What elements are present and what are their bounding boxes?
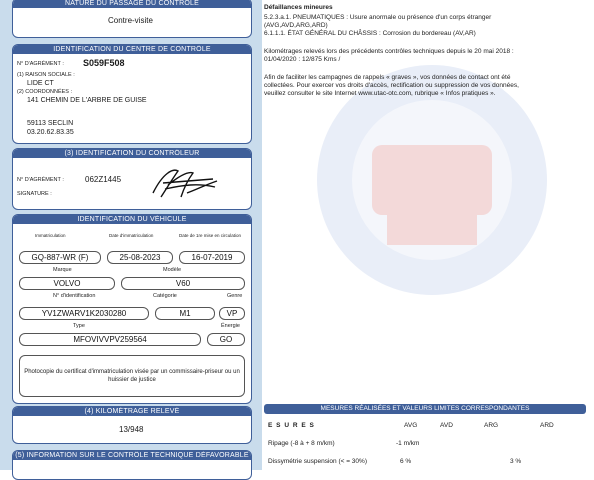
centre-raison-label: (1) RAISON SOCIALE : — [17, 72, 75, 78]
controleur-signature-label: SIGNATURE : — [17, 191, 52, 197]
type-label: Type — [73, 323, 85, 329]
col-letter: R — [292, 422, 299, 429]
controleur-agrement-value: 062Z1445 — [85, 175, 122, 184]
type-field: MFOVIVVPV259564 — [19, 333, 201, 346]
mesures-header: MESURES RÉALISÉES ET VALEURS LIMITES CORRESPONDANTES — [264, 404, 586, 414]
km-history-line-2: 01/04/2020 : 12/875 Kms / — [264, 56, 341, 63]
watermark-logo — [282, 50, 582, 310]
modele-field: V60 — [121, 277, 245, 290]
controleur-header: (3) IDENTIFICATION DU CONTRÔLEUR — [13, 149, 251, 158]
immat-field: GQ-887-WR (F) — [19, 251, 101, 264]
centre-box — [12, 44, 252, 144]
info-line-3: veuillez consulter le site Internet www.utac-otc.com, rubrique « Infos pratiques ». — [264, 90, 496, 97]
vehicule-box — [12, 214, 252, 404]
info-box — [12, 450, 252, 480]
date-first-field: 16-07-2019 — [179, 251, 245, 264]
col-letter: S — [276, 422, 282, 429]
nature-box — [12, 0, 252, 38]
nature-header: NATURE DU PASSAGE DU CONTRÔLE — [13, 0, 251, 8]
date-immat-field: 25-08-2023 — [107, 251, 173, 264]
km-box — [12, 406, 252, 444]
col-letter: E — [268, 422, 274, 429]
marque-field: VOLVO — [19, 277, 115, 290]
centre-phone: 03.20.62.83.35 — [27, 129, 74, 136]
photocopie-box — [19, 355, 245, 397]
dissymetrie-value-ar: 3 % — [510, 458, 522, 465]
signature-image — [143, 163, 223, 203]
centre-agrement-value: S059F508 — [83, 58, 125, 68]
nature-value: Contre-visite — [108, 16, 153, 25]
col-letter: U — [284, 422, 291, 429]
info-line-2: collectées. Pour exercer vos droits d'accès, rectification ou suppression de vos données, — [264, 82, 519, 89]
info-header: (5) INFORMATION SUR LE CONTRÔLE TECHNIQUE DÉFAVORABLE — [13, 451, 251, 460]
centre-raison-value: LIDE CT — [27, 80, 54, 87]
ripage-value: -1 m/km — [396, 440, 420, 447]
vin-field: YV1ZWARV1K2030280 — [19, 307, 149, 320]
km-history-line-1: Kilométrages relevés lors des précédents contrôles techniques depuis le 20 mai 2018 : — [264, 48, 514, 55]
col-letter: E — [301, 422, 307, 429]
km-value: 13/948 — [119, 425, 144, 434]
left-panel — [0, 0, 262, 470]
col-avg: AVG — [404, 422, 418, 429]
energie-field: GO — [207, 333, 245, 346]
defaillance-item-1a: 5.2.3.a.1. PNEUMATIQUES : Usure anormale ou présence d'un corps étranger — [264, 14, 492, 21]
marque-label: Marque — [53, 267, 72, 273]
km-header: (4) KILOMÉTRAGE RELEVÉ — [13, 407, 251, 416]
defaillances-title: Défaillances mineures — [264, 4, 333, 11]
controleur-box — [12, 148, 252, 210]
info-line-1: Afin de faciliter les campagnes de rappels « graves », vos données de contact ont été — [264, 74, 511, 81]
vin-label: N° d'identification — [53, 293, 96, 299]
defaillance-item-2: 6.1.1.1. ÉTAT GÉNÉRAL DU CHÂSSIS : Corrosion du bordereau (AV,AR) — [264, 30, 476, 37]
immat-label: Immatriculation — [35, 233, 66, 238]
date-immat-label: Date d'immatriculation — [109, 233, 154, 238]
col-avd: AVD — [440, 422, 453, 429]
categorie-label: Catégorie — [153, 293, 177, 299]
mesures-col-label — [268, 422, 315, 429]
col-letter: S — [309, 422, 315, 429]
defaillance-item-1b: (AVG,AVD,ARG,ARD) — [264, 22, 328, 29]
modele-label: Modèle — [163, 267, 182, 273]
centre-address: 141 CHEMIN DE L'ARBRE DE GUISE — [27, 97, 147, 104]
vehicule-header: IDENTIFICATION DU VÉHICULE — [13, 215, 251, 224]
col-arg: ARG — [484, 422, 499, 429]
categorie-field: M1 — [155, 307, 215, 320]
photocopie-text: Photocopie du certificat d'immatriculation visée par un commissaire-priseur ou un huissier de justice — [24, 369, 240, 383]
genre-label: Genre — [227, 293, 243, 299]
col-ard: ARD — [540, 422, 554, 429]
dissymetrie-label: Dissymétrie suspension (< = 30%) — [268, 458, 367, 465]
centre-agrement-label: N° D'AGRÉMENT : — [17, 61, 64, 67]
controleur-agrement-label: N° D'AGRÉMENT : — [17, 177, 64, 183]
energie-label: Énergie — [221, 323, 240, 329]
genre-field: VP — [219, 307, 245, 320]
centre-city: 59113 SECLIN — [27, 120, 74, 127]
right-panel — [262, 0, 594, 470]
dissymetrie-value-av: 6 % — [400, 458, 412, 465]
centre-coord-label: (2) COORDONNÉES : — [17, 89, 73, 95]
centre-header: IDENTIFICATION DU CENTRE DE CONTRÔLE — [13, 45, 251, 54]
date-first-label: Date de 1re mise en circulation — [179, 233, 242, 238]
ripage-label: Ripage (-8 à + 8 m/km) — [268, 440, 335, 447]
